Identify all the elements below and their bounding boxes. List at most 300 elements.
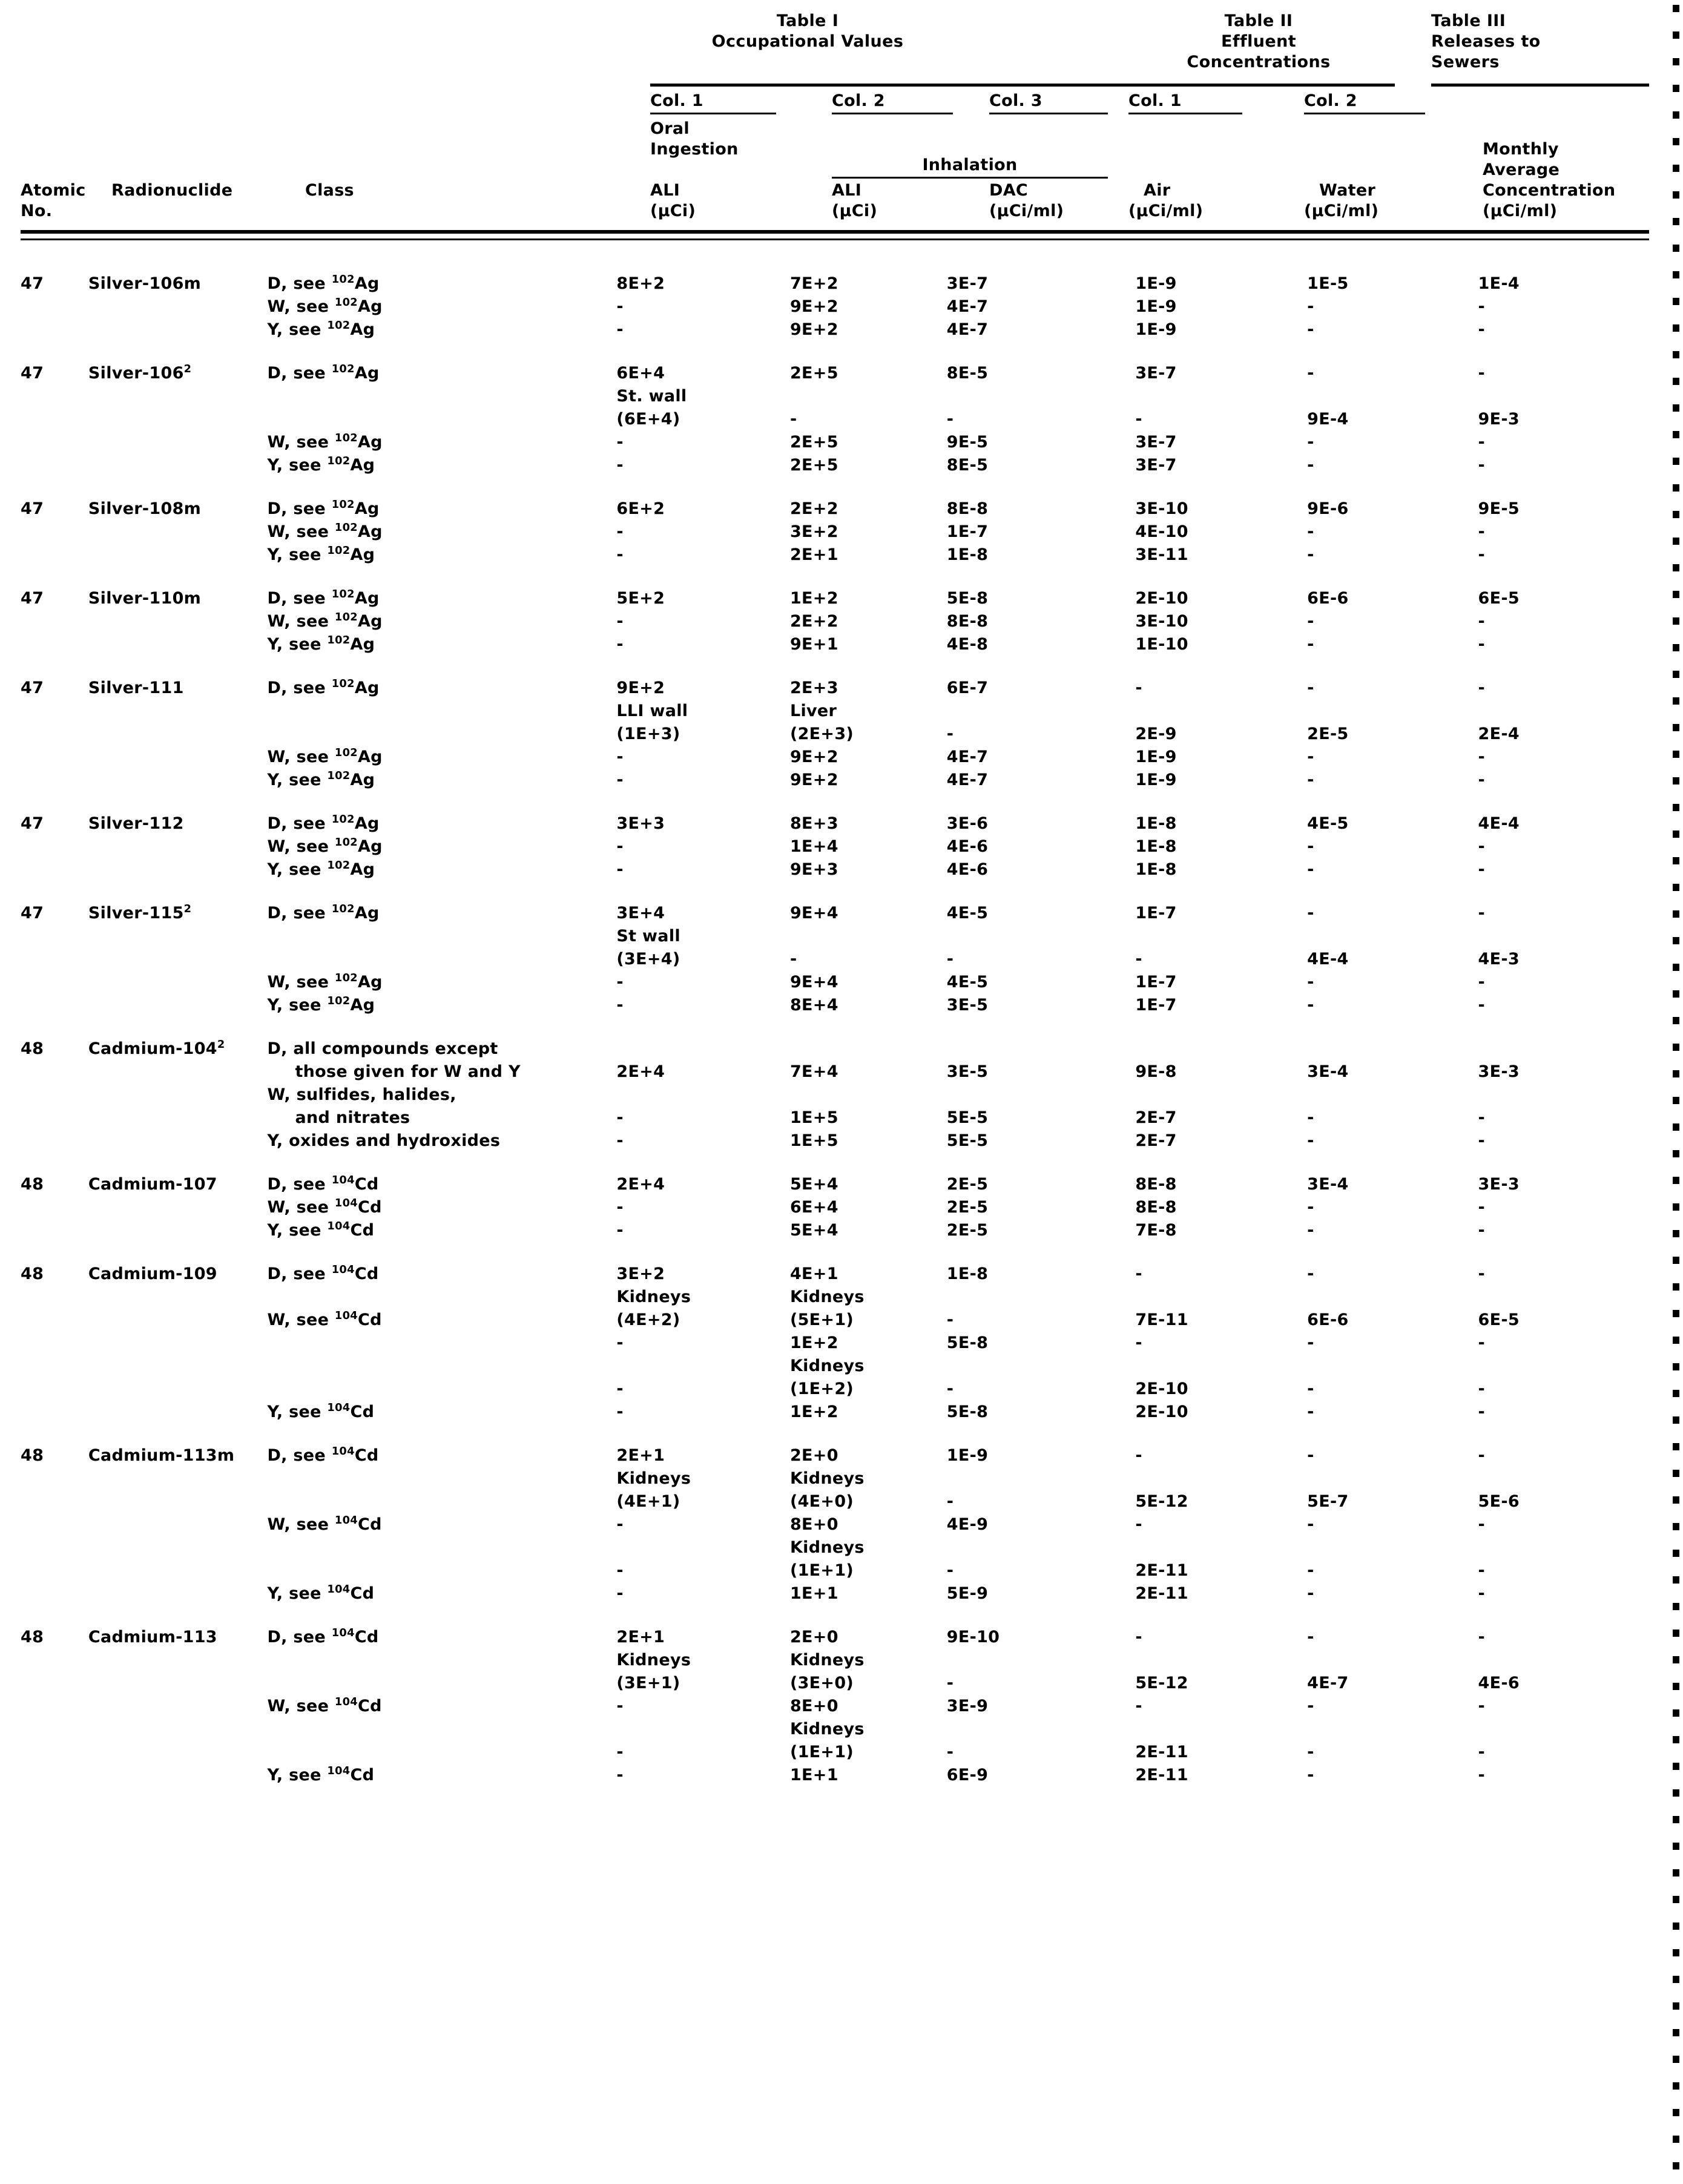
cell-sewer: 9E-5 xyxy=(1478,499,1520,518)
cell-dac: 8E-5 xyxy=(946,456,989,475)
table-row xyxy=(21,925,1649,948)
colhead-dac: DAC xyxy=(989,181,1029,200)
table-row xyxy=(21,1559,1649,1582)
table-row xyxy=(21,746,1649,769)
cell-sewer xyxy=(1478,1286,1649,1309)
cell-dac: 1E-8 xyxy=(946,545,989,564)
cell-water: - xyxy=(1307,433,1314,452)
cell-dac: 4E-9 xyxy=(946,1515,989,1534)
cell-air: 1E-9 xyxy=(1135,274,1177,293)
cell-oral-ali: - xyxy=(616,1131,624,1150)
row-spacer xyxy=(21,656,1649,677)
cell-dac: 1E-8 xyxy=(946,1265,989,1283)
cell-oral-ali: - xyxy=(616,433,624,452)
cell-air: 1E-9 xyxy=(1135,297,1177,316)
cell-water: - xyxy=(1307,612,1314,631)
cell-water: - xyxy=(1307,1108,1314,1127)
cell-air: 2E-11 xyxy=(1135,1766,1188,1784)
cell-oral-ali: 2E+1 xyxy=(616,1446,665,1465)
cell-inhalation-ali: 2E+2 xyxy=(789,499,838,518)
cell-sewer: - xyxy=(1478,433,1486,452)
cell-class xyxy=(267,1467,616,1490)
cell-class: W, see $^{102}$Ag xyxy=(267,972,383,992)
cell-radionuclide xyxy=(88,1536,268,1559)
edge-mark xyxy=(1673,591,1679,598)
cell-radionuclide xyxy=(88,1378,268,1401)
table-row xyxy=(21,1286,1649,1309)
cell-air: 3E-10 xyxy=(1135,612,1188,631)
cell-oral-ali xyxy=(616,1084,790,1107)
cell-radionuclide xyxy=(88,1559,268,1582)
table-row xyxy=(21,700,1649,723)
table-row xyxy=(21,1332,1649,1355)
rule-col1-table2 xyxy=(1128,113,1242,114)
cell-water xyxy=(1307,1355,1478,1378)
cell-atomic-no xyxy=(21,769,88,792)
colhead-atomic-no-line2: No. xyxy=(21,202,53,220)
edge-mark xyxy=(1673,2056,1679,2063)
cell-atomic-no: 47 xyxy=(21,364,44,383)
cell-inhalation-ali: 9E+1 xyxy=(789,635,838,654)
cell-inhalation-ali: 1E+1 xyxy=(789,1584,838,1603)
cell-air: 2E-10 xyxy=(1135,589,1188,608)
cell-oral-ali: - xyxy=(616,612,624,631)
cell-class: W, see $^{102}$Ag xyxy=(267,296,383,316)
cell-oral-ali: (3E+4) xyxy=(616,950,680,969)
cell-oral-ali: 3E+2 xyxy=(616,1265,665,1283)
cell-oral-ali: - xyxy=(616,1515,624,1534)
cell-oral-ali: - xyxy=(616,297,624,316)
rule-col2-table1 xyxy=(832,113,953,114)
cell-radionuclide xyxy=(88,1718,268,1741)
colhead-ali: ALI xyxy=(832,181,862,200)
cell-sewer: - xyxy=(1478,837,1486,856)
cell-oral-ali: - xyxy=(616,320,624,339)
cell-inhalation-ali xyxy=(790,1084,947,1107)
cell-dac: - xyxy=(946,1743,954,1761)
cell-sewer xyxy=(1478,1536,1649,1559)
cell-dac: 1E-7 xyxy=(946,522,989,541)
cell-radionuclide: Cadmium-113 xyxy=(88,1628,217,1646)
row-spacer xyxy=(21,567,1649,587)
table-row xyxy=(21,1378,1649,1401)
edge-mark xyxy=(1673,404,1679,412)
cell-sewer xyxy=(1478,1355,1649,1378)
cell-atomic-no: 47 xyxy=(21,274,44,293)
colhead-radionuclide: Radionuclide xyxy=(111,181,233,200)
edge-mark xyxy=(1673,2029,1679,2036)
cell-oral-ali: - xyxy=(616,1108,624,1127)
group-title-table1 xyxy=(650,11,965,52)
cell-inhalation-ali: 2E+0 xyxy=(789,1628,838,1646)
cell-water: - xyxy=(1307,364,1314,383)
cell-sewer: - xyxy=(1478,904,1486,923)
table-row xyxy=(21,431,1649,454)
edge-mark xyxy=(1673,1843,1679,1850)
cell-oral-ali: Kidneys xyxy=(616,1469,691,1488)
cell-water xyxy=(1307,1536,1478,1559)
cell-air xyxy=(1135,1649,1307,1672)
cell-class: Y, see $^{102}$Ag xyxy=(267,455,375,475)
edge-mark xyxy=(1673,1443,1679,1450)
cell-atomic-no: 47 xyxy=(21,814,44,833)
cell-inhalation-ali: 1E+2 xyxy=(789,1403,838,1421)
edge-mark xyxy=(1673,85,1679,92)
cell-class: Y, see $^{104}$Cd xyxy=(267,1765,375,1784)
cell-class xyxy=(267,1355,616,1378)
table-row xyxy=(21,544,1649,567)
edge-mark xyxy=(1673,1949,1679,1956)
cell-class: Y, see $^{102}$Ag xyxy=(267,544,375,564)
cell-inhalation-ali: 2E+3 xyxy=(789,679,838,697)
cell-oral-ali: - xyxy=(616,1743,624,1761)
colhead-col1-table1: Col. 1 xyxy=(650,91,703,110)
cell-atomic-no: 47 xyxy=(21,499,44,518)
cell-oral-ali: 2E+1 xyxy=(616,1628,665,1646)
cell-dac: 5E-5 xyxy=(946,1108,989,1127)
cell-water: - xyxy=(1307,320,1314,339)
table-row xyxy=(21,1061,1649,1084)
cell-atomic-no xyxy=(21,1672,88,1695)
cell-inhalation-ali: 9E+4 xyxy=(789,904,838,923)
cell-inhalation-ali: 1E+2 xyxy=(789,589,838,608)
cell-dac xyxy=(947,1536,1136,1559)
edge-mark xyxy=(1673,431,1679,438)
cell-dac: 6E-9 xyxy=(946,1766,989,1784)
cell-dac xyxy=(947,1038,1136,1061)
cell-class: D, see $^{102}$Ag xyxy=(267,363,380,383)
cell-atomic-no xyxy=(21,1286,88,1309)
cell-class: D, all compounds except xyxy=(267,1039,498,1058)
cell-atomic-no xyxy=(21,1490,88,1513)
cell-sewer: - xyxy=(1478,612,1486,631)
colhead-oral-line2: Ingestion xyxy=(650,140,739,159)
cell-dac: 4E-7 xyxy=(946,320,989,339)
group-title-table2-line3: Concentrations xyxy=(1187,53,1331,71)
table-row xyxy=(21,1649,1649,1672)
cell-radionuclide xyxy=(88,295,268,318)
table-row xyxy=(21,1718,1649,1741)
cell-class: D, see $^{102}$Ag xyxy=(267,677,380,697)
cell-inhalation-ali: 9E+4 xyxy=(789,973,838,992)
edge-mark xyxy=(1673,1230,1679,1237)
cell-water: - xyxy=(1307,1743,1314,1761)
cell-sewer xyxy=(1478,1718,1649,1741)
cell-oral-ali: (3E+1) xyxy=(616,1674,680,1692)
cell-inhalation-ali: 5E+4 xyxy=(789,1221,838,1240)
cell-air: - xyxy=(1135,950,1142,969)
cell-water: - xyxy=(1307,837,1314,856)
table-row xyxy=(21,1130,1649,1153)
cell-water: 6E-6 xyxy=(1307,1311,1349,1329)
colhead-sewers-line2: Average xyxy=(1483,160,1560,179)
edge-mark xyxy=(1673,1976,1679,1983)
cell-radionuclide xyxy=(88,454,268,477)
table-row xyxy=(21,902,1649,925)
edge-mark xyxy=(1673,378,1679,385)
colhead-sewers-line1: Monthly xyxy=(1483,140,1559,159)
cell-inhalation-ali: 5E+4 xyxy=(789,1175,838,1194)
cell-atomic-no xyxy=(21,1130,88,1153)
cell-atomic-no xyxy=(21,1061,88,1084)
cell-sewer: - xyxy=(1478,635,1486,654)
cell-inhalation-ali: 9E+3 xyxy=(789,860,838,879)
cell-radionuclide: Silver-106m xyxy=(88,274,202,293)
cell-dac: 3E-5 xyxy=(946,996,989,1015)
cell-radionuclide xyxy=(88,1084,268,1107)
cell-class xyxy=(267,1332,616,1355)
table-row xyxy=(21,1173,1649,1196)
cell-water: - xyxy=(1307,1515,1314,1534)
cell-dac: - xyxy=(946,1380,954,1398)
table-row xyxy=(21,454,1649,477)
table-row xyxy=(21,498,1649,521)
cell-air: 1E-8 xyxy=(1135,860,1177,879)
cell-radionuclide xyxy=(88,544,268,567)
edge-mark xyxy=(1673,1656,1679,1663)
cell-dac: 4E-5 xyxy=(946,904,989,923)
table-row xyxy=(21,1672,1649,1695)
table-row xyxy=(21,1309,1649,1332)
edge-mark xyxy=(1673,1763,1679,1770)
cell-sewer: - xyxy=(1478,771,1486,789)
edge-mark xyxy=(1673,884,1679,891)
edge-mark xyxy=(1673,910,1679,918)
cell-atomic-no xyxy=(21,1219,88,1242)
colhead-ali-unit: (µCi) xyxy=(832,202,878,220)
cell-class: D, see $^{104}$Cd xyxy=(267,1174,379,1194)
row-spacer xyxy=(21,1242,1649,1263)
cell-dac xyxy=(947,1718,1136,1741)
edge-mark xyxy=(1673,58,1679,65)
edge-mark xyxy=(1673,644,1679,651)
cell-inhalation-ali: (1E+1) xyxy=(789,1743,854,1761)
cell-sewer xyxy=(1478,700,1649,723)
cell-sewer: - xyxy=(1478,1446,1486,1465)
cell-oral-ali: 3E+4 xyxy=(616,904,665,923)
cell-sewer: 4E-4 xyxy=(1478,814,1520,833)
cell-inhalation-ali: 6E+4 xyxy=(789,1198,838,1217)
edge-mark xyxy=(1673,857,1679,864)
cell-atomic-no xyxy=(21,925,88,948)
colhead-col2-table2: Col. 2 xyxy=(1304,91,1357,110)
cell-air: 3E-7 xyxy=(1135,456,1177,475)
cell-oral-ali: (6E+4) xyxy=(616,410,680,429)
cell-inhalation-ali: 2E+2 xyxy=(789,612,838,631)
row-spacer xyxy=(21,1017,1649,1038)
cell-oral-ali: LLI wall xyxy=(616,702,688,720)
cell-dac xyxy=(947,700,1136,723)
cell-radionuclide xyxy=(88,1513,268,1536)
table-row xyxy=(21,1467,1649,1490)
edge-mark xyxy=(1673,1203,1679,1211)
cell-radionuclide xyxy=(88,1309,268,1332)
edge-mark xyxy=(1673,1283,1679,1291)
cell-class xyxy=(267,1741,616,1764)
table-row xyxy=(21,1513,1649,1536)
edge-mark xyxy=(1673,2082,1679,2090)
table-row xyxy=(21,858,1649,881)
cell-atomic-no xyxy=(21,746,88,769)
cell-sewer: - xyxy=(1478,1628,1486,1646)
cell-air: 2E-11 xyxy=(1135,1584,1188,1603)
cell-air xyxy=(1135,1038,1307,1061)
cell-dac xyxy=(947,1467,1136,1490)
table-row xyxy=(21,633,1649,656)
cell-class: Y, see $^{104}$Cd xyxy=(267,1583,375,1603)
cell-oral-ali: - xyxy=(616,1697,624,1715)
table-row xyxy=(21,1626,1649,1649)
cell-sewer: - xyxy=(1478,1380,1486,1398)
cell-inhalation-ali: (2E+3) xyxy=(789,725,854,743)
cell-radionuclide xyxy=(88,610,268,633)
edge-mark xyxy=(1673,671,1679,678)
table-row xyxy=(21,1401,1649,1424)
table-row xyxy=(21,587,1649,610)
cell-sewer: - xyxy=(1478,1561,1486,1580)
cell-radionuclide xyxy=(88,1130,268,1153)
cell-radionuclide: Cadmium-109 xyxy=(88,1265,217,1283)
cell-sewer: - xyxy=(1478,1131,1486,1150)
cell-air: 1E-10 xyxy=(1135,635,1188,654)
cell-class: W, see $^{102}$Ag xyxy=(267,521,383,541)
cell-oral-ali xyxy=(616,1355,790,1378)
colhead-inhalation: Inhalation xyxy=(922,156,1018,174)
cell-dac: 6E-7 xyxy=(946,679,989,697)
cell-oral-ali: - xyxy=(616,1561,624,1580)
cell-radionuclide xyxy=(88,1467,268,1490)
edge-mark xyxy=(1673,351,1679,358)
edge-mark xyxy=(1673,191,1679,199)
cell-water: 2E-5 xyxy=(1307,725,1349,743)
table-sheet xyxy=(21,6,1649,1787)
cell-air xyxy=(1135,1355,1307,1378)
cell-oral-ali: - xyxy=(616,748,624,766)
rule-table2 xyxy=(1128,84,1395,87)
cell-dac xyxy=(947,1355,1136,1378)
cell-class: those given for W and Y xyxy=(295,1062,521,1081)
cell-oral-ali: - xyxy=(616,1584,624,1603)
cell-class: Y, see $^{102}$Ag xyxy=(267,769,375,789)
table-row xyxy=(21,1355,1649,1378)
cell-air xyxy=(1135,1467,1307,1490)
cell-inhalation-ali: Kidneys xyxy=(789,1357,865,1375)
cell-sewer: - xyxy=(1478,1198,1486,1217)
edge-mark xyxy=(1673,484,1679,492)
cell-dac: 4E-6 xyxy=(946,837,989,856)
edge-mark xyxy=(1673,831,1679,838)
cell-atomic-no xyxy=(21,318,88,341)
cell-inhalation-ali: 9E+2 xyxy=(789,297,838,316)
row-spacer xyxy=(21,341,1649,362)
cell-inhalation-ali xyxy=(790,1038,947,1061)
cell-oral-ali: - xyxy=(616,1334,624,1352)
cell-sewer: 1E-4 xyxy=(1478,274,1520,293)
cell-radionuclide xyxy=(88,1332,268,1355)
cell-oral-ali: St wall xyxy=(616,927,680,946)
cell-oral-ali: - xyxy=(616,1403,624,1421)
cell-dac: 8E-8 xyxy=(946,612,989,631)
cell-oral-ali: - xyxy=(616,973,624,992)
colhead-class: Class xyxy=(305,181,354,200)
cell-sewer: - xyxy=(1478,1515,1486,1534)
edge-mark xyxy=(1673,2109,1679,2116)
cell-class: D, see $^{102}$Ag xyxy=(267,273,380,293)
cell-class xyxy=(267,1718,616,1741)
cell-water: - xyxy=(1307,904,1314,923)
cell-water xyxy=(1307,1649,1478,1672)
cell-sewer: - xyxy=(1478,1108,1486,1127)
cell-oral-ali: - xyxy=(616,1380,624,1398)
cell-dac: 9E-5 xyxy=(946,433,989,452)
table-row xyxy=(21,295,1649,318)
rule-table3 xyxy=(1431,84,1649,87)
colhead-oral-line1: Oral xyxy=(650,119,690,138)
cell-atomic-no xyxy=(21,1582,88,1605)
cell-inhalation-ali: 2E+5 xyxy=(789,364,838,383)
cell-water xyxy=(1307,1718,1478,1741)
colhead-air: Air xyxy=(1144,181,1171,200)
cell-atomic-no xyxy=(21,431,88,454)
cell-oral-ali: (1E+3) xyxy=(616,725,680,743)
cell-air: 7E-8 xyxy=(1135,1221,1177,1240)
cell-inhalation-ali xyxy=(790,925,947,948)
cell-class xyxy=(267,948,616,971)
edge-mark xyxy=(1673,1470,1679,1477)
cell-oral-ali xyxy=(616,1038,790,1061)
cell-sewer: - xyxy=(1478,860,1486,879)
cell-water: - xyxy=(1307,1131,1314,1150)
group-title-table2-line1: Table II xyxy=(1224,12,1293,30)
table-row xyxy=(21,994,1649,1017)
cell-class: W, see $^{102}$Ag xyxy=(267,746,383,766)
cell-sewer: - xyxy=(1478,996,1486,1015)
cell-sewer: 3E-3 xyxy=(1478,1062,1520,1081)
cell-water xyxy=(1307,700,1478,723)
edge-mark xyxy=(1673,511,1679,518)
cell-water: - xyxy=(1307,771,1314,789)
radionuclide-table xyxy=(21,272,1649,1787)
cell-water: 3E-4 xyxy=(1307,1062,1349,1081)
cell-inhalation-ali: 2E+5 xyxy=(789,456,838,475)
cell-radionuclide xyxy=(88,948,268,971)
cell-atomic-no xyxy=(21,1355,88,1378)
table-row xyxy=(21,1764,1649,1787)
cell-dac: - xyxy=(946,725,954,743)
cell-atomic-no: 48 xyxy=(21,1628,44,1646)
cell-oral-ali: (4E+2) xyxy=(616,1311,680,1329)
edge-mark xyxy=(1673,1683,1679,1690)
cell-class: D, see $^{102}$Ag xyxy=(267,498,380,518)
edge-mark xyxy=(1673,1816,1679,1823)
rule-table1 xyxy=(650,84,1135,87)
cell-radionuclide xyxy=(88,994,268,1017)
cell-oral-ali: - xyxy=(616,456,624,475)
cell-inhalation-ali: 2E+1 xyxy=(789,545,838,564)
cell-sewer: - xyxy=(1478,1743,1486,1761)
cell-sewer: - xyxy=(1478,297,1486,316)
cell-radionuclide: Silver-112 xyxy=(88,814,184,833)
cell-water: - xyxy=(1307,456,1314,475)
table-row xyxy=(21,812,1649,835)
cell-dac: 9E-10 xyxy=(946,1628,1000,1646)
cell-sewer: 3E-3 xyxy=(1478,1175,1520,1194)
cell-class: Y, see $^{102}$Ag xyxy=(267,859,375,879)
cell-dac: 2E-5 xyxy=(946,1175,989,1194)
cell-atomic-no xyxy=(21,1695,88,1718)
cell-radionuclide xyxy=(88,925,268,948)
cell-air: 1E-7 xyxy=(1135,904,1177,923)
